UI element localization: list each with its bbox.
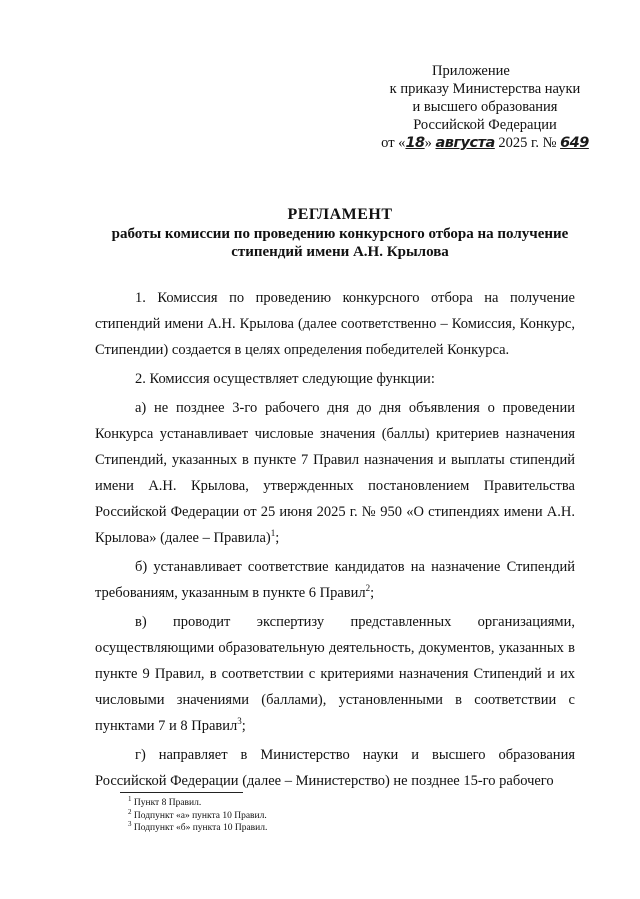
footnote-divider bbox=[120, 792, 243, 793]
footnote-1: $^1$ Пункт 8 Правил. bbox=[128, 794, 202, 808]
paragraph-2v: в) проводит экспертизу представленных организациями, осуществляющими образовательную деятельность, документов, указанных в пункте 9 Правил, в соответствии с критериями назначения Стипендий и их числовыми значениями (баллами), установленными в соответствии с пунктами 7 и 8 Правил$^3$; bbox=[95, 614, 575, 734]
footnotes bbox=[128, 794, 528, 835]
paragraph-2b: б) устанавливает соответствие кандидатов на назначение Стипендий требованиям, указанным в пункте 6 Правил$^2$; bbox=[95, 559, 575, 601]
document-title bbox=[60, 206, 620, 261]
title-regulation: РЕГЛАМЕНТ bbox=[287, 206, 393, 223]
date-prefix: от « bbox=[381, 135, 406, 151]
appendix-ministry-line: и высшего образования bbox=[412, 99, 558, 115]
document-body bbox=[95, 285, 575, 797]
paragraph-2g: г) направляет в Министерство науки и высшего образования Российской Федерации (далее – Министерство) не позднее 15-го рабочего bbox=[95, 747, 575, 789]
appendix-date-line bbox=[360, 134, 610, 152]
paragraph-1: 1. Комиссия по проведению конкурсного отбора на получение стипендий имени А.Н. Крылова (далее соответственно – Комиссия, Конкурс, Стипендии) создается в целях определения победителей Конкурса. bbox=[95, 290, 575, 358]
title-line-3: стипендий имени А.Н. Крылова bbox=[231, 244, 449, 260]
footnote-3: $^3$ Подпункт «б» пункта 10 Правил. bbox=[128, 819, 268, 833]
appendix-label: Приложение bbox=[432, 63, 510, 79]
footnote-2: $^2$ Подпункт «а» пункта 10 Правил. bbox=[128, 807, 267, 821]
footnote-ref-1: 1 bbox=[270, 528, 276, 539]
date-mid: » bbox=[424, 135, 436, 151]
appendix-country-line: Российской Федерации bbox=[413, 117, 557, 133]
date-year: 2025 г. № bbox=[494, 135, 561, 151]
appendix-header bbox=[360, 62, 610, 152]
handwritten-day: 18 bbox=[405, 135, 425, 151]
handwritten-month: августа bbox=[435, 135, 495, 151]
title-line-2: работы комиссии по проведению конкурсного отбора на получение bbox=[111, 226, 569, 242]
handwritten-order-number: 649 bbox=[560, 135, 589, 151]
paragraph-2a: а) не позднее 3-го рабочего дня до дня объявления о проведении Конкурса устанавливает числовые значения (баллы) критериев назначения Стипендий, указанных в пункте 7 Правил назначения и выплаты стипендий имени А.Н. Крылова, утвержденных постановлением Правительства Российской Федерации от 25 июня 2025 г. № 950 «О стипендиях имени А.Н. Крылова» (далее – Правила)$^1$; bbox=[95, 400, 575, 546]
paragraph-2: 2. Комиссия осуществляет следующие функции: bbox=[135, 371, 435, 387]
footnote-ref-3: 3 bbox=[237, 716, 242, 727]
appendix-order-line: к приказу Министерства науки bbox=[389, 81, 581, 97]
footnote-ref-2: 2 bbox=[365, 583, 371, 594]
